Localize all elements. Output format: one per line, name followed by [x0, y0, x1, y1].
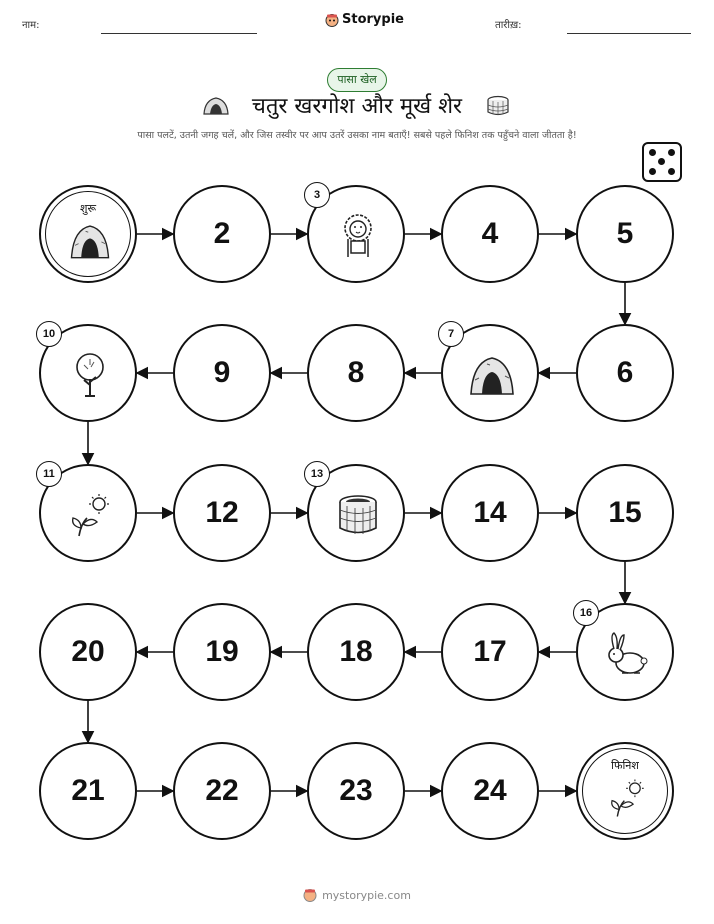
board-space-13	[307, 464, 405, 562]
board-space-15	[576, 464, 674, 562]
footer	[0, 888, 714, 902]
board-space-5	[576, 185, 674, 283]
space-number: 22	[205, 774, 239, 807]
start-label: शुरू	[79, 202, 97, 215]
space-number: 24	[473, 774, 507, 807]
space-number-badge: 11	[36, 461, 62, 487]
space-number-badge: 13	[304, 461, 330, 487]
sun-plant-icon	[65, 490, 115, 540]
page-title: चतुर खरगोश और मूर्ख शेर	[251, 94, 463, 119]
lion-icon	[333, 211, 383, 261]
space-number: 2	[213, 217, 231, 250]
start-space	[39, 185, 137, 283]
board-space-6	[576, 324, 674, 422]
board-space-22	[173, 742, 271, 840]
cave-icon	[467, 350, 517, 400]
finish-space	[576, 742, 674, 840]
well-icon	[333, 490, 383, 540]
board-space-11	[39, 464, 137, 562]
board-space-18	[307, 603, 405, 701]
game-type-badge: पासा खेल	[327, 68, 387, 92]
board-space-17	[441, 603, 539, 701]
space-number: 17	[473, 635, 507, 668]
board-space-21	[39, 742, 137, 840]
board-space-7	[441, 324, 539, 422]
space-number: 12	[205, 496, 239, 529]
board-space-19	[173, 603, 271, 701]
storypie-mascot-icon	[303, 888, 317, 902]
space-number: 23	[339, 774, 373, 807]
board-space-8	[307, 324, 405, 422]
board-space-10	[39, 324, 137, 422]
footer-site: mystorypie.com	[322, 888, 411, 902]
board-space-2	[173, 185, 271, 283]
finish-label: फिनिश	[611, 759, 639, 772]
name-label: नाम:	[22, 20, 40, 31]
board-space-14	[441, 464, 539, 562]
rabbit-icon	[602, 629, 652, 679]
space-number-badge: 7	[438, 321, 464, 347]
space-number-badge: 10	[36, 321, 62, 347]
space-number: 18	[339, 635, 373, 668]
cave-icon	[68, 219, 112, 263]
brand-name: Storypie	[342, 12, 404, 27]
tree-icon	[65, 350, 115, 400]
board-space-24	[441, 742, 539, 840]
space-number: 9	[213, 356, 231, 389]
space-number: 19	[205, 635, 239, 668]
space-number: 5	[616, 217, 634, 250]
space-number: 4	[481, 217, 499, 250]
board-space-12	[173, 464, 271, 562]
space-number-badge: 16	[573, 600, 599, 626]
space-number: 6	[616, 356, 634, 389]
instructions-text: पासा पलटें, उतनी जगह चलें, और जिस तस्वीर पर आप उतरें उसका नाम बताएँ! सबसे पहले फिनिश तक पहुँचने वाला जीतता है!	[137, 130, 577, 141]
space-number: 21	[71, 774, 105, 807]
space-number: 14	[473, 496, 507, 529]
sun-plant-icon	[605, 776, 649, 820]
board-space-16	[576, 603, 674, 701]
date-label: तारीख़:	[495, 20, 522, 31]
board-space-20	[39, 603, 137, 701]
board-space-3	[307, 185, 405, 283]
space-number: 8	[347, 356, 365, 389]
board-space-23	[307, 742, 405, 840]
board-space-4	[441, 185, 539, 283]
board-space-9	[173, 324, 271, 422]
space-number-badge: 3	[304, 182, 330, 208]
space-number: 20	[71, 635, 105, 668]
space-number: 15	[608, 496, 642, 529]
